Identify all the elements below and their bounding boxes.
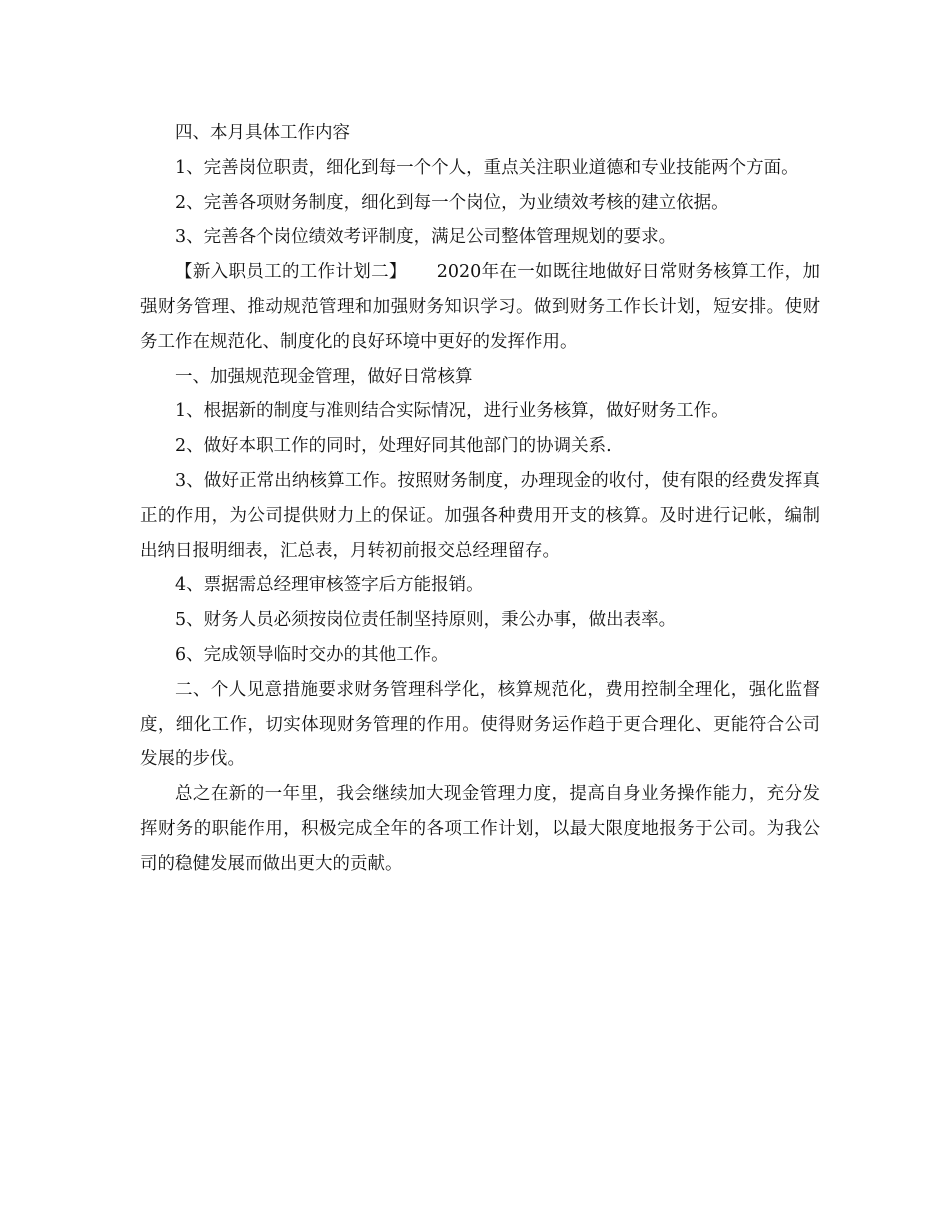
cash-item-4: 4、票据需总经理审核签字后方能报销。 <box>175 575 484 596</box>
plan-two-paragraph <box>140 255 820 359</box>
section-heading-2: 二、个人见意措施要求财务管理科学化，核算规范化，费用控制全理化，强化监督度，细化工作，切实体现财务管理的作用。使得财务运作趋于更合理化、更能符合公司发展的步伐。 <box>140 679 820 770</box>
cash-item-5: 5、财务人员必须按岗位责任制坚持原则，秉公办事，做出表率。 <box>175 610 677 631</box>
paragraph-item-2: 2、完善各项财务制度，细化到每一个岗位，为业绩效考核的建立依据。 <box>175 192 729 213</box>
section-heading-1: 一、加强规范现金管理，做好日常核算 <box>175 366 473 387</box>
plan-two-title: 【新入职员工的工作计划二】 <box>175 262 407 283</box>
document-body <box>140 116 820 882</box>
cash-item-1: 1、根据新的制度与准则结合实际情况，进行业务核算，做好财务工作。 <box>175 401 729 422</box>
conclusion-paragraph: 总之在新的一年里，我会继续加大现金管理力度，提高自身业务操作能力，充分发挥财务的职能作用，积极完成全年的各项工作计划，以最大限度地报务于公司。为我公司的稳健发展而做出更大的贡献。 <box>140 784 820 874</box>
paragraph-item-3: 3、完善各个岗位绩效考评制度，满足公司整体管理规划的要求。 <box>175 227 677 248</box>
section-heading-4: 四、本月具体工作内容 <box>175 123 350 143</box>
plan-two-intro: 2020年在一如既往地做好日常财务核算工作，加强财务管理、推动规范管理和加强财务知识学习。做到财务工作长计划，短安排。使财务工作在规范化、制度化的良好环境中更好的发挥作用。 <box>140 262 820 352</box>
cash-item-6: 6、完成领导临时交办的其他工作。 <box>175 644 449 665</box>
cash-item-2: 2、做好本职工作的同时，处理好同其他部门的协调关系. <box>175 436 612 457</box>
paragraph-item-1: 1、完善岗位职责，细化到每一个个人，重点关注职业道德和专业技能两个方面。 <box>175 157 799 178</box>
cash-item-3: 3、做好正常出纳核算工作。按照财务制度，办理现金的收付，使有限的经费发挥真正的作用，为公司提供财力上的保证。加强各种费用开支的核算。及时进行记帐，编制出纳日报明细表，汇总表，月转初前报交总经理留存。 <box>140 470 820 561</box>
